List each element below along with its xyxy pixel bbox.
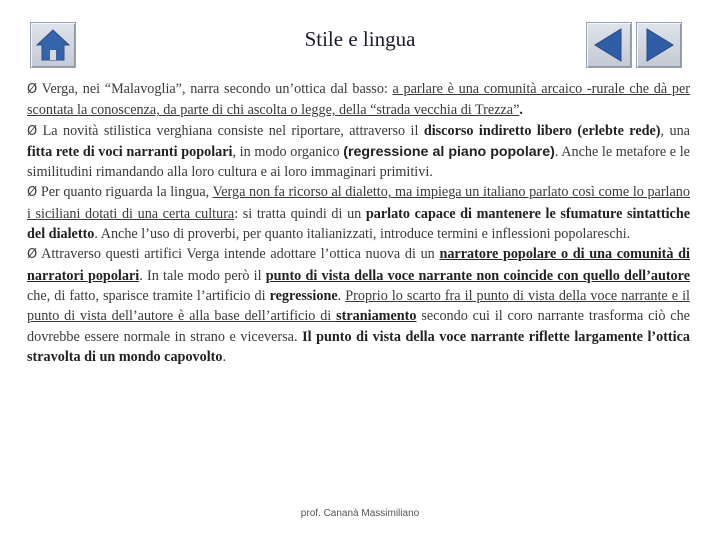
arrow-bullet-icon: Ø <box>27 82 38 97</box>
text-segment: narratore popolare o di una comunità di narratori popolari <box>27 246 690 284</box>
text-segment: La novità stilistica verghiana consiste nel riportare, attraverso il <box>37 122 424 139</box>
arrow-bullet-icon: Ø <box>27 247 38 263</box>
text-segment: . In tale modo però il <box>139 267 266 284</box>
text-segment: : si tratta quindi di un <box>234 205 366 222</box>
slide-footer: prof. Cananà Massimiliano <box>300 508 420 519</box>
text-segment: Per quanto riguarda la lingua, <box>37 184 213 201</box>
bullet-paragraph <box>27 182 690 244</box>
slide-title: Stile e lingua <box>304 27 416 51</box>
text-segment: Proprio lo scarto fra il punto di vista della voce narrante e il punto di vista dell’autore è alla base dell’artificio di <box>27 287 690 325</box>
text-segment: Il punto di vista della voce narrante riflette largamente l’ottica stravolta di un mondo capovolto <box>27 328 690 365</box>
slide-body <box>27 79 690 367</box>
text-segment: a parlare è una comunità arcaico -rurale che dà per scontata la conoscenza, da parte di chi ascolta o legge, della “strada vecchia di Trezza” <box>27 81 690 119</box>
text-segment: regressione <box>269 287 338 304</box>
text-segment: secondo cui il coro narrante trasforma ciò che dovrebbe essere normale in strano e viceversa. <box>27 308 690 345</box>
text-segment: parlato capace di mantenere le sfumature sintattiche del dialetto <box>27 205 691 243</box>
text-segment: , in modo organico <box>232 143 344 160</box>
text-segment: punto di vista della voce narrante non coincide con quello dell’autore <box>265 267 690 284</box>
text-segment: . Anche l’uso di proverbi, per quanto italianizzati, introduce termini e inflessioni popolareschi. <box>94 226 631 243</box>
bullet-paragraph <box>27 244 690 367</box>
text-segment: . <box>222 348 227 365</box>
arrow-bullet-icon: Ø <box>27 185 38 201</box>
text-segment: straniamento <box>336 308 417 325</box>
text-segment: , una <box>660 122 690 139</box>
arrow-bullet-icon: Ø <box>27 123 38 139</box>
text-segment: . <box>519 102 523 119</box>
bullet-paragraph <box>27 121 690 183</box>
text-segment: Attraverso questi artifici Verga intende adottare l’ottica nuova di un <box>37 246 440 263</box>
text-segment: Verga non fa ricorso al dialetto, ma impiega un italiano parlato così come lo parlano i siciliani dotati di una certa cultura <box>27 184 690 222</box>
text-segment: discorso indiretto libero (erlebte rede) <box>423 122 661 139</box>
text-segment: fitta rete di voci narranti popolari <box>27 143 233 160</box>
text-segment: che, di fatto, sparisce tramite l’artificio di <box>27 287 270 304</box>
text-segment: . <box>337 287 346 304</box>
text-segment: Verga, nei “Malavoglia”, narra secondo un’ottica dal basso: <box>37 81 393 97</box>
text-segment: (regressione al piano popolare) <box>343 143 555 160</box>
bullet-paragraph <box>27 79 690 121</box>
text-segment: . Anche le metafore e le similitudini rimandando alla loro cultura e ai loro immaginari primitivi. <box>27 143 690 181</box>
